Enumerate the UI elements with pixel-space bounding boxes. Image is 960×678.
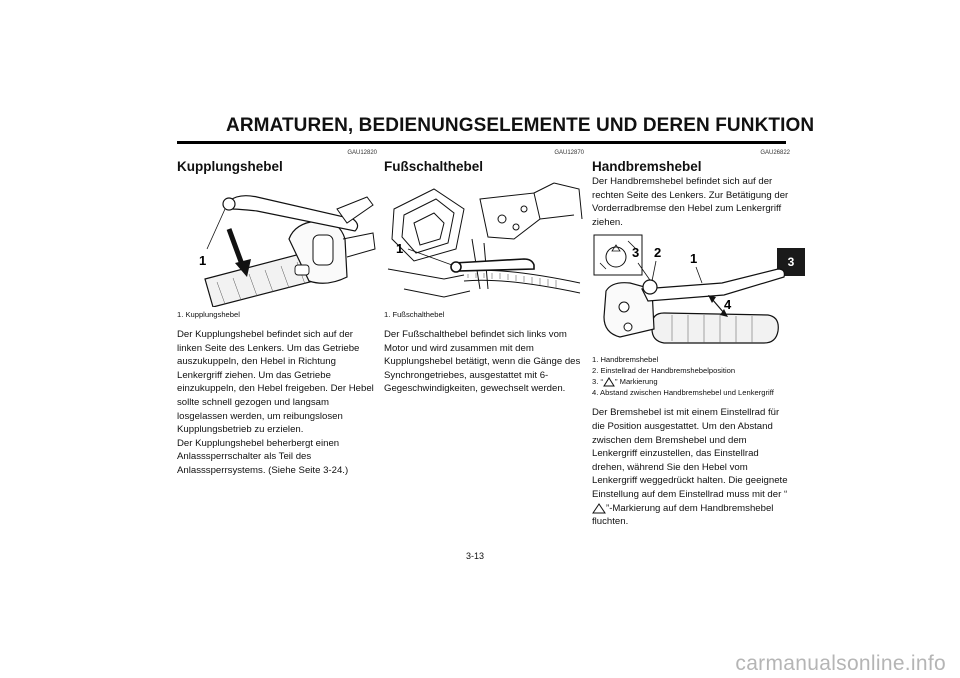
section-heading: Kupplungshebel	[177, 159, 283, 174]
caption-item: 3. “ ” Markierung	[592, 377, 658, 387]
section-handbremshebel	[592, 148, 790, 529]
callout-1: 1	[396, 241, 404, 256]
callout-4: 4	[724, 297, 732, 313]
chapter-tab: 3	[777, 248, 805, 276]
intro-paragraph: Der Handbremshebel befindet sich auf der rechten Seite des Lenkers. Zur Betätigung der Vorderradbremse den Hebel zum Lenkergriff ziehen.	[592, 176, 789, 228]
page-number: 3-13	[466, 551, 485, 561]
page-title: ARMATUREN, BEDIENUNGSELEMENTE UND DEREN FUNKTION	[226, 115, 815, 136]
figure-caption-list	[592, 354, 790, 398]
callout-1: 1	[690, 251, 698, 267]
brake-lever-illustration	[592, 233, 790, 351]
clutch-lever-illustration	[177, 179, 377, 307]
watermark: carmanualsonline.info	[735, 652, 946, 675]
body-paragraph: Der Fußschalthebel befindet sich links vom Motor und wird zusammen mit dem Kupplungshebel betätigt, wenn die Gänge des Synchrongetriebes, ausgestattet mit 6-Gegeschwindigkeiten, gewechselt werden.	[384, 329, 581, 395]
title-rule	[177, 141, 786, 144]
section-kupplungshebel	[177, 148, 377, 478]
body-paragraph: Der Kupplungshebel befindet sich auf der linken Seite des Lenkers. Um das Getriebe auszukuppeln, den Hebel in Richtung Lenkergriff ziehen. Um das Getriebe einzukuppeln, den Hebel freigeben. Der Hebel sollte schnell gezogen und langsam losgelassen werden, um reibungslosen Kupplungsbetrieb zu erzielen.	[177, 329, 374, 436]
figure-caption: 1. Kupplungshebel	[177, 310, 240, 319]
callout-3: 3	[632, 245, 640, 261]
section-heading: Handbremshebel	[592, 159, 702, 174]
callout-2: 2	[654, 245, 662, 261]
caption-item: 2. Einstellrad der Handbremshebelposition	[592, 366, 736, 376]
callout-1: 1	[199, 253, 207, 268]
caption-item: 1. Handbremshebel	[592, 355, 659, 365]
triangle-mark-icon	[592, 503, 606, 514]
triangle-mark-icon	[603, 377, 615, 387]
body-paragraph: Der Bremshebel ist mit einem Einstellrad für die Position ausgestattet. Um den Abstand zwischen dem Bremshebel und dem Lenkergriff einzustellen, das Einstellrad drehen, während Sie den Hebel vom Lenkergriff weggedrückt halten. Die geeignete Einstellung auf dem Einstellrad muss mit der “”-Markierung auf dem Handbremshebel fluchten.	[592, 407, 788, 528]
section-code: GAU12820	[347, 150, 377, 156]
section-code: GAU12870	[554, 150, 584, 156]
section-code: GAU26822	[760, 150, 790, 156]
body-paragraph: Der Kupplungshebel beherbergt einen Anlasssperrschalter als Teil des Anlasssperrsystems. (Siehe Seite 3-24.)	[177, 437, 349, 476]
caption-item: 4. Abstand zwischen Handbremshebel und Lenkergriff	[592, 388, 774, 398]
section-heading: Fußschalthebel	[384, 159, 484, 174]
figure-caption: 1. Fußschalthebel	[384, 310, 445, 319]
shift-lever-illustration	[384, 179, 584, 307]
section-fussschalthebel	[384, 148, 584, 396]
